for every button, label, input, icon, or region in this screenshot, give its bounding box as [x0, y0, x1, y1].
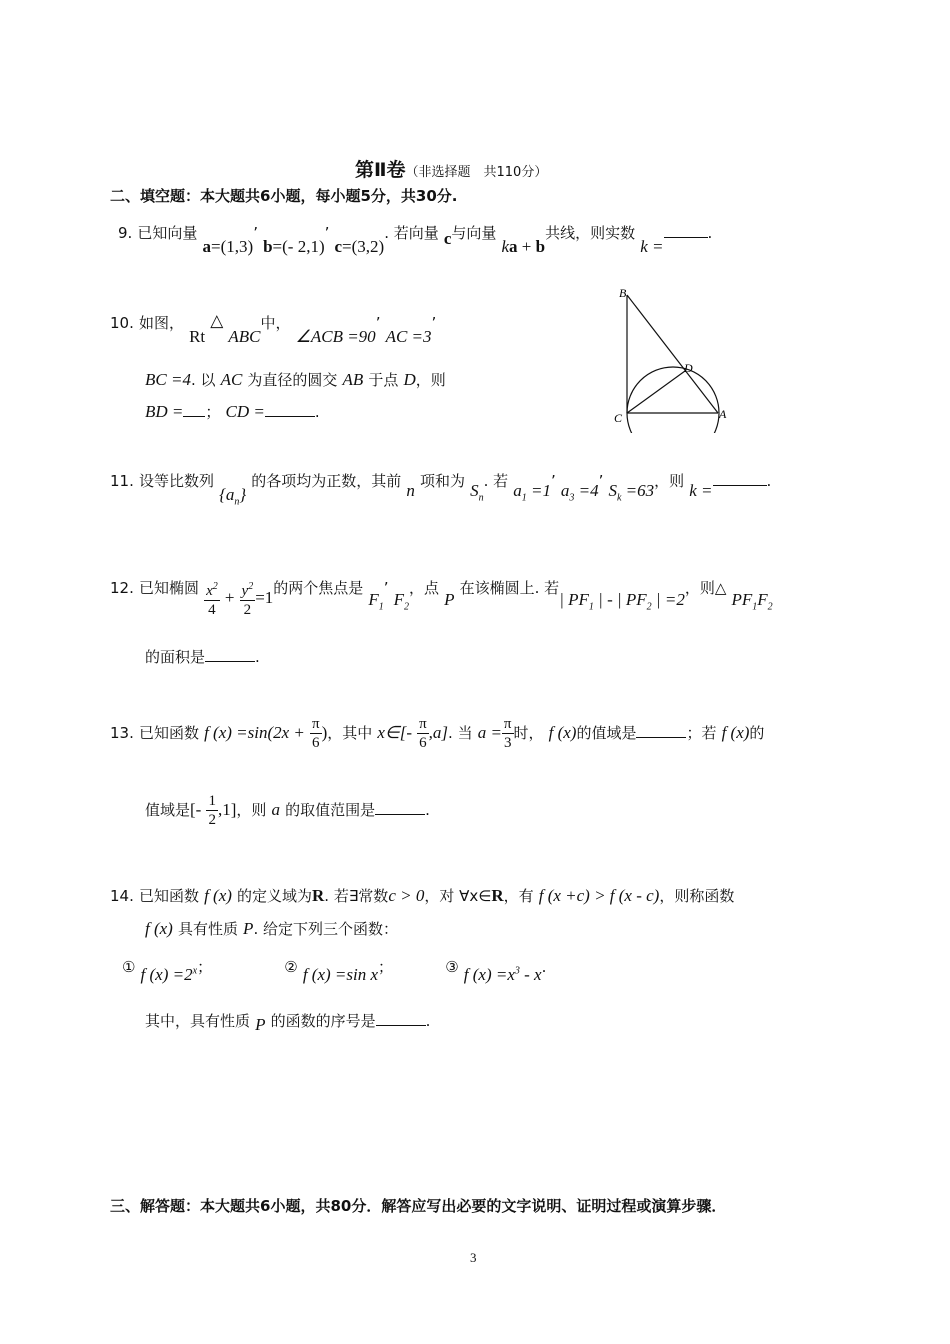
segment-cd [627, 371, 685, 413]
question-14: 14. 已知函数 f (x) 的定义域为R. 若∃常数c > 0，对 ∀x∈R，有 f (x +c) > f (x - c)，则称函数 [110, 886, 735, 905]
answer-blank[interactable] [183, 402, 205, 417]
question-14-line4: 其中，具有性质 P 的函数的序号是 . [145, 1012, 431, 1034]
question-9: 9. 已知向量 a=(1,3)’ b=(- 2,1)’ c=(3,2). 若向量 c与向量 ka + b共线，则实数 k =. [118, 224, 713, 256]
option-3: ③ f $(x) =x^3 - x$. [445, 958, 547, 984]
question-12: 12. 已知椭圆 $\frac{x^2}{4}$ + $\frac{y^2}{2}$ =1的两个焦点是 $F_1$’ $F_2$，点 P 在该椭圆上. 若| $PF_1$ | - | $PF_2$ | =2，则△ $PF_1F_2$ [110, 579, 773, 618]
question-10: 10. 如图， Rt △ ABC中， ∠ACB =90’ AC =3’ [110, 311, 437, 346]
section2-heading: 二、填空题：本大题共6小题，每小题5分，共30分. [110, 187, 458, 205]
part-subtitle: （非选择题 共110分） [405, 165, 548, 180]
triangle-circle-figure [610, 283, 730, 433]
section3-heading: 三、解答题：本大题共6小题，共80分．解答应写出必要的文字说明、证明过程或演算步骤． [110, 1197, 727, 1215]
circle [627, 367, 719, 433]
answer-blank[interactable] [636, 723, 686, 738]
answer-blank[interactable] [664, 223, 708, 238]
answer-blank[interactable] [375, 800, 425, 815]
answer-blank[interactable] [205, 647, 255, 662]
answer-blank[interactable] [713, 471, 767, 486]
option-1: ① f $(x) =2^x$； [122, 958, 213, 984]
question-10-line2: BC =4. 以 AC 为直径的圆交 AB 于点 D，则 [145, 370, 446, 389]
side-ab [627, 295, 718, 413]
question-10-line3: BD = ； CD = . [145, 402, 320, 421]
question-11: 11. 设等比数列 $\{a_n\}$ 的各项均为正数，其前 n 项和为 $S_n$. 若 $a_1 =1$’ $a_3 =4$’ $S_k =63$，则 k = . [110, 472, 772, 508]
page-number: 3 [470, 1250, 477, 1265]
label-b: B [619, 286, 627, 300]
part-title: 第Ⅱ卷 [355, 159, 406, 181]
label-d: D [684, 361, 693, 375]
label-c: C [614, 411, 623, 425]
question-14-options [122, 956, 547, 984]
question-13-line2: 值域是[- $\frac{1}{2}$ ,1]，则 a 的取值范围是 . [145, 793, 430, 828]
option-2: ② f (x) =sin x； [284, 958, 394, 984]
section-title [355, 155, 547, 182]
question-14-line2: f (x) 具有性质 P. 给定下列三个函数： [145, 919, 398, 938]
label-a: A [719, 407, 727, 421]
answer-blank[interactable] [265, 402, 315, 417]
answer-blank[interactable] [376, 1011, 426, 1026]
question-13: 13. 已知函数 f (x) =sin(2x + $\frac{\pi}{6}$ )，其中 x∈[- $\frac{\pi}{6}$ ,a]. 当 a = $\frac{\pi}{3}$ 时， f (x)的值域是 ；若 f (x)的 [110, 716, 765, 751]
question-12-line2: 的面积是 . [145, 648, 260, 666]
